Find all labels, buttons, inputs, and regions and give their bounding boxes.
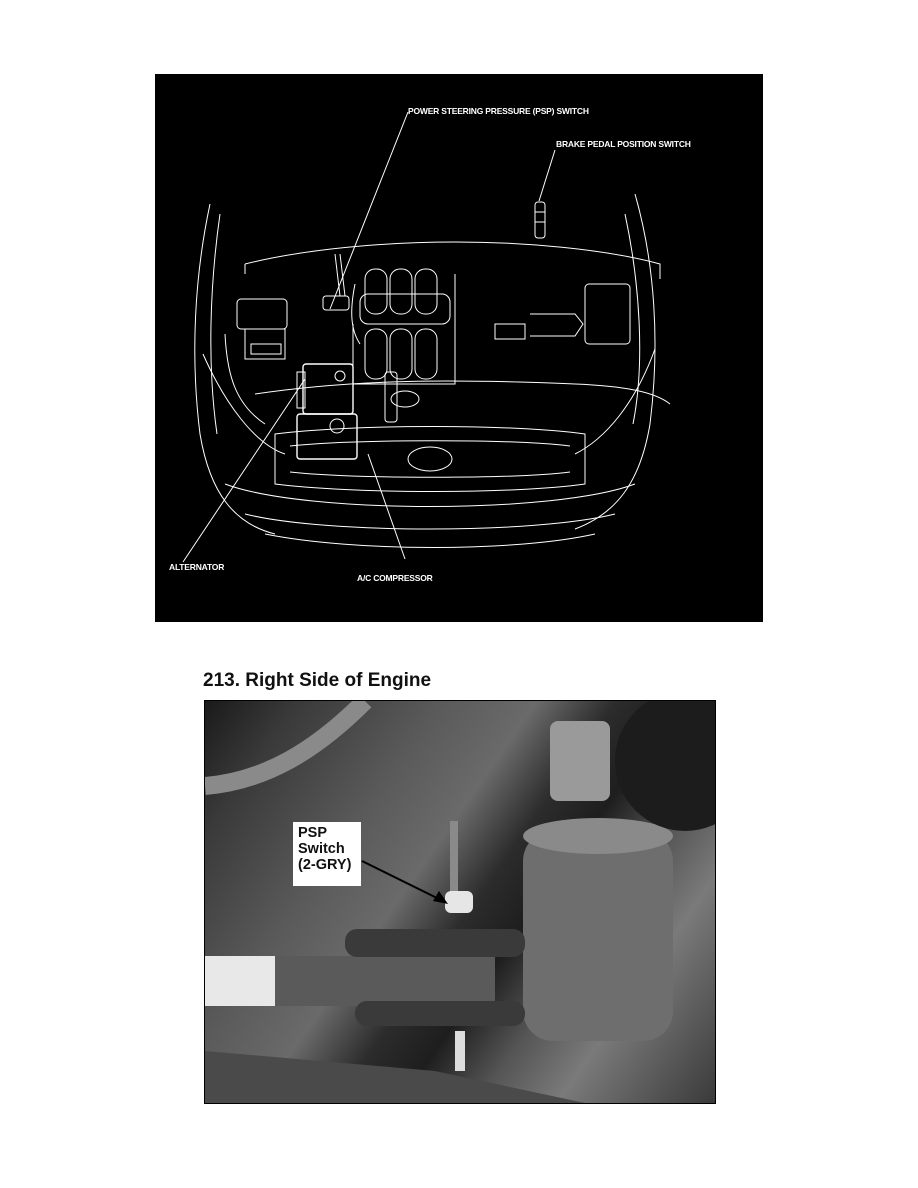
psp-switch-label-line2: Switch bbox=[298, 841, 345, 857]
ac-compressor-callout: A/C COMPRESSOR bbox=[357, 573, 433, 583]
psp-switch-label-line3: (2-GRY) bbox=[298, 857, 352, 873]
psp-switch-label-line1: PSP bbox=[298, 825, 328, 841]
psp-switch-label bbox=[293, 822, 361, 886]
engine-bay-diagram bbox=[155, 74, 763, 622]
alternator-callout: ALTERNATOR bbox=[169, 562, 225, 572]
engine-photo-shapes bbox=[205, 701, 715, 1103]
engine-photo bbox=[204, 700, 716, 1104]
brake-pedal-switch-callout: BRAKE PEDAL POSITION SWITCH bbox=[556, 139, 691, 149]
engine-bay-line-art bbox=[155, 74, 763, 622]
figure-title: 213. Right Side of Engine bbox=[203, 670, 432, 691]
psp-switch-callout: POWER STEERING PRESSURE (PSP) SWITCH bbox=[408, 106, 589, 116]
